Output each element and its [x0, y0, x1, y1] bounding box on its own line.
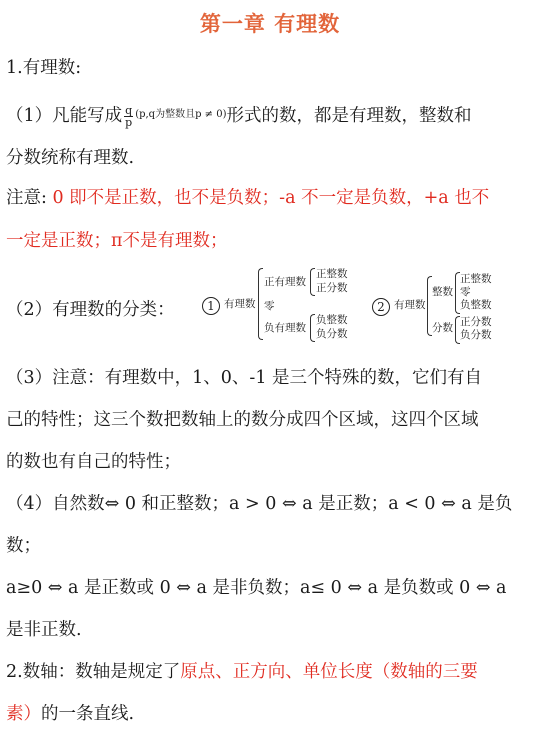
section-2-emphasis-1: 原点、正方向、单位长度（数轴的三要: [180, 662, 478, 682]
classification-diagram-1: [196, 262, 366, 346]
diagram-2-negative-integer: 负整数: [460, 299, 492, 311]
section-2-suffix: 的一条直线.: [41, 704, 135, 724]
diagram-1-negative-integer: 负整数: [316, 314, 348, 326]
diagram-2-zero: 零: [460, 286, 471, 298]
classification-label: （2）有理数的分类：: [6, 300, 175, 320]
section-2-emphasis-2: 素）: [6, 704, 41, 724]
diagram-1-root: 有理数: [224, 298, 256, 310]
fraction-numerator: q: [125, 104, 133, 117]
fraction-q-over-p: [124, 105, 133, 128]
note-line-1: [6, 186, 489, 210]
diagram-2-integer: 整数: [432, 286, 453, 298]
paragraph-1-line-2: 分数统称有理数.: [6, 148, 135, 168]
note-text-1: 0 即不是正数，也不是负数；-a 不一定是负数，+a 也不: [46, 188, 490, 208]
paragraph-4-line-3: a≥0 ⇔ a 是正数或 0 ⇔ a 是非负数；a≤ 0 ⇔ a 是负数或 0 ⇔ a: [6, 578, 507, 598]
diagram-2-fraction: 分数: [432, 322, 453, 334]
note-line-2: 一定是正数；π不是有理数；: [6, 231, 228, 251]
diagram-1-brace-negative: [310, 314, 315, 342]
diagram-1-positive-fraction: 正分数: [316, 282, 348, 294]
paragraph-4-line-2: 数；: [6, 536, 41, 556]
diagram-1-brace-positive: [310, 268, 315, 296]
diagram-2-negative-fraction: 负分数: [460, 329, 492, 341]
paragraph-1-prefix: （1）凡能写成: [6, 106, 123, 126]
diagram-1-positive: 正有理数: [264, 276, 306, 288]
diagram-1-negative-fraction: 负分数: [316, 328, 348, 340]
paragraph-1-suffix: 形式的数，都是有理数，整数和: [226, 106, 472, 126]
paragraph-3-line-1: （3）注意：有理数中，1、0、-1 是三个特殊的数，它们有自: [6, 368, 483, 388]
circle-number-2: 2: [372, 298, 390, 316]
note-label: 注意:: [6, 188, 47, 208]
paragraph-3-line-3: 的数也有自己的特性；: [6, 452, 181, 472]
paragraph-4-line-1: （4）自然数⇔ 0 和正整数；a > 0 ⇔ a 是正数；a < 0 ⇔ a 是负: [6, 494, 513, 514]
section-1-heading: 1.有理数:: [6, 58, 82, 78]
diagram-1-zero: 零: [264, 300, 275, 312]
classification-diagram-2: [372, 268, 532, 348]
diagram-1-brace-main: [258, 268, 263, 340]
chapter-title: 第一章 有理数: [199, 12, 341, 36]
circle-number-1: 1: [202, 297, 220, 315]
diagram-2-root: 有理数: [394, 299, 426, 311]
paragraph-4-line-4: 是非正数.: [6, 620, 82, 640]
paragraph-3-line-2: 己的特性；这三个数把数轴上的数分成四个区域，这四个区域: [6, 410, 479, 430]
section-2-prefix: 2.数轴：数轴是规定了: [6, 662, 181, 682]
fraction-denominator: p: [125, 116, 133, 129]
section-2-line-1: [6, 660, 478, 684]
paragraph-1-line-1: [6, 103, 471, 128]
diagram-1-negative: 负有理数: [264, 322, 306, 334]
diagram-2-positive-integer: 正整数: [460, 273, 492, 285]
diagram-2-positive-fraction: 正分数: [460, 316, 492, 328]
section-2-line-2: [6, 702, 134, 726]
fraction-condition: (p,q为整数且p ≠ 0): [135, 109, 227, 120]
diagram-1-positive-integer: 正整数: [316, 268, 348, 280]
